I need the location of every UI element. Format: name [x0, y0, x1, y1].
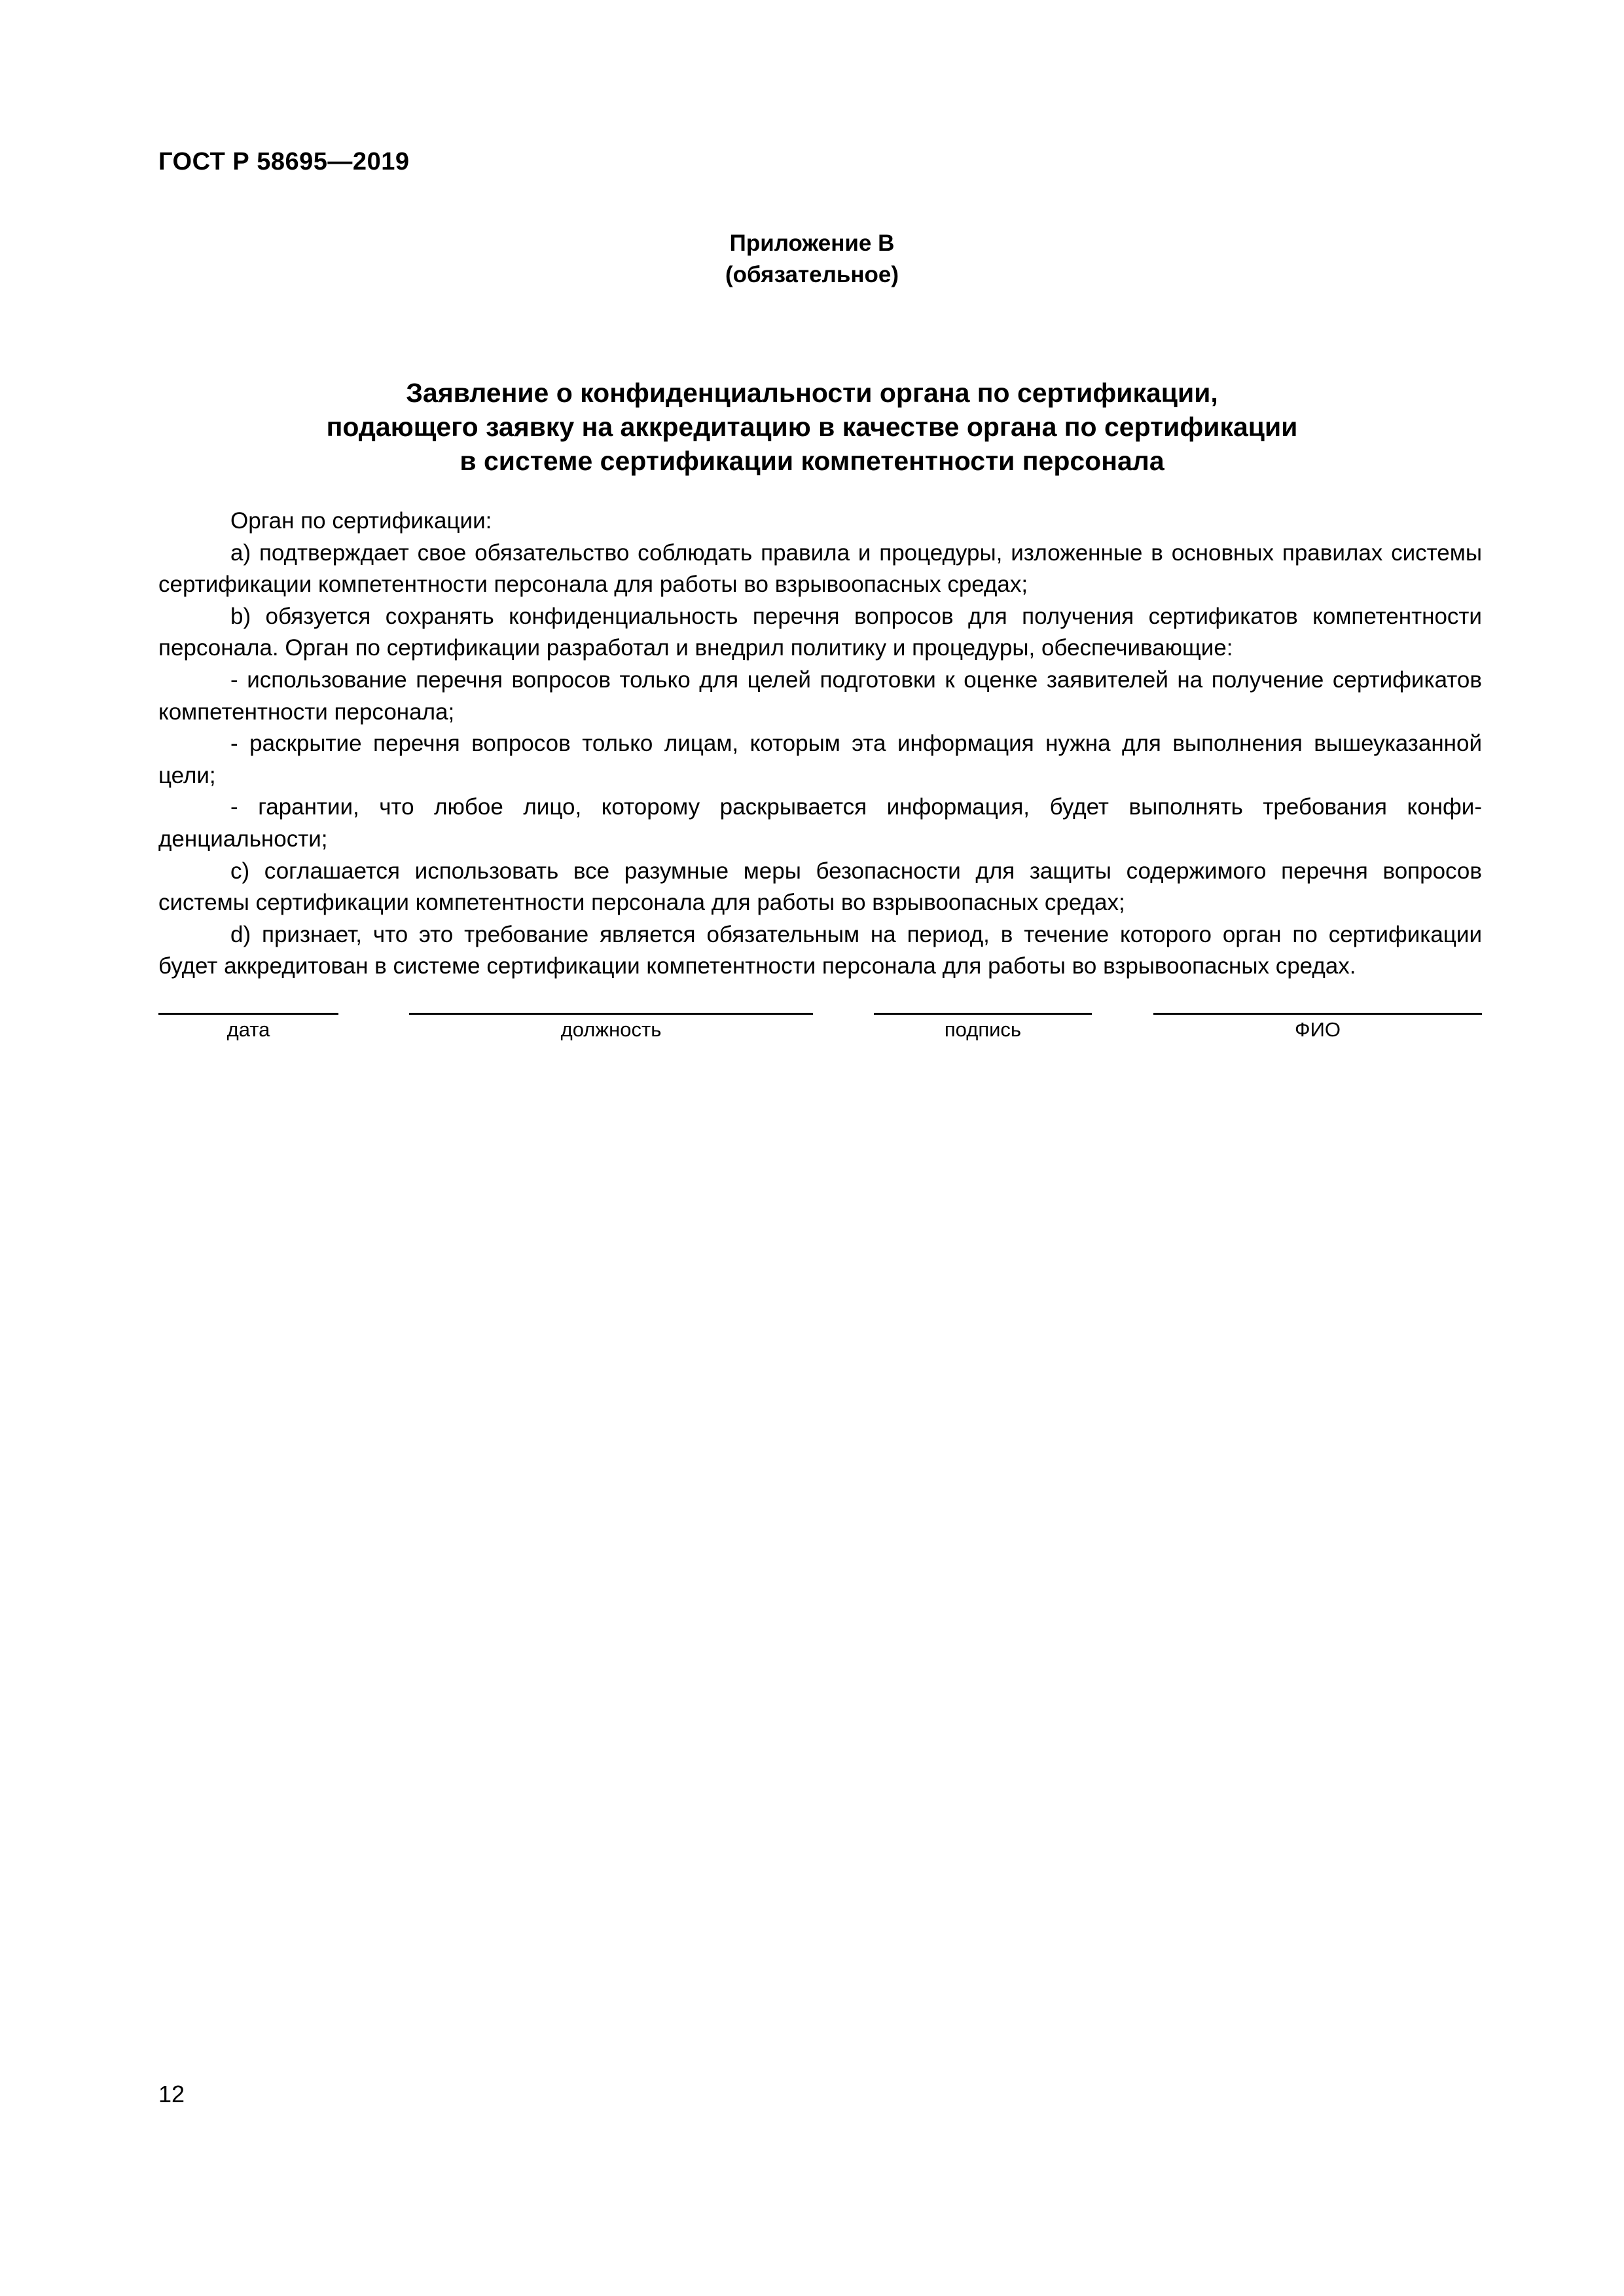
paragraph-item-a: a) подтверждает свое обязательство соблюдать правила и процедуры, изложенные в основных правилах системы сертификации компетентности персонала для работы во взрывоопасных средах;	[158, 539, 1482, 598]
page-number: 12	[158, 2081, 185, 2107]
paragraph-bullet-disclosure: - раскрытие перечня вопросов только лицам, которым эта информация нужна для выполнения вышеуказанной цели;	[158, 731, 1482, 788]
signature-label: подпись	[944, 1018, 1022, 1041]
statement-title-line-1: Заявление о конфиденциальности органа по сертификации,	[406, 378, 1218, 408]
signature-line	[874, 1013, 1092, 1015]
paragraph-intro: Орган по сертификации:	[230, 508, 492, 534]
date-signature-line	[158, 1013, 338, 1015]
annex-status: (обязательное)	[725, 262, 899, 287]
statement-title-line-3: в системе сертификации компетентности персонала	[460, 446, 1164, 476]
statement-title-line-2: подающего заявку на аккредитацию в качестве органа по сертификации	[326, 412, 1298, 442]
date-label: дата	[226, 1018, 270, 1041]
annex-title: Приложение В	[729, 230, 895, 256]
annex-heading	[0, 228, 1624, 291]
paragraph-item-d: d) признает, что это требование является обязательным на период, в течение которого орган по сертификации будет аккредитован в системе сертификации компетентности персонала для работы во взрывоопасных средах.	[158, 921, 1482, 979]
standard-code: ГОСТ Р 58695—2019	[158, 148, 410, 175]
statement-body	[158, 505, 1482, 983]
paragraph-item-b: b) обязуется сохранять конфиденциальность перечня вопросов для получения сертификатов компетентности персонала. Орган по сертификации разработал и внедрил политику и процедуры, обеспечивающие:	[158, 603, 1482, 661]
paragraph-bullet-guarantee: - гарантии, что любое лицо, которому раскрывается информация, будет выполнять требования конфиденциальности;	[158, 794, 1482, 852]
name-signature-line	[1153, 1013, 1482, 1015]
statement-title	[0, 376, 1624, 478]
position-label: должность	[560, 1018, 662, 1041]
position-signature-line	[409, 1013, 813, 1015]
paragraph-bullet-usage: - использование перечня вопросов только для целей подготовки к оценке заявителей на получение сертификатов компетентности персонала;	[158, 666, 1482, 725]
paragraph-item-c: c) соглашается использовать все разумные меры безопасности для защиты содержимого перечня вопросов системы сертификации компетентности персонала для работы во взрывоопасных средах;	[158, 858, 1482, 916]
name-label: ФИО	[1295, 1018, 1341, 1041]
